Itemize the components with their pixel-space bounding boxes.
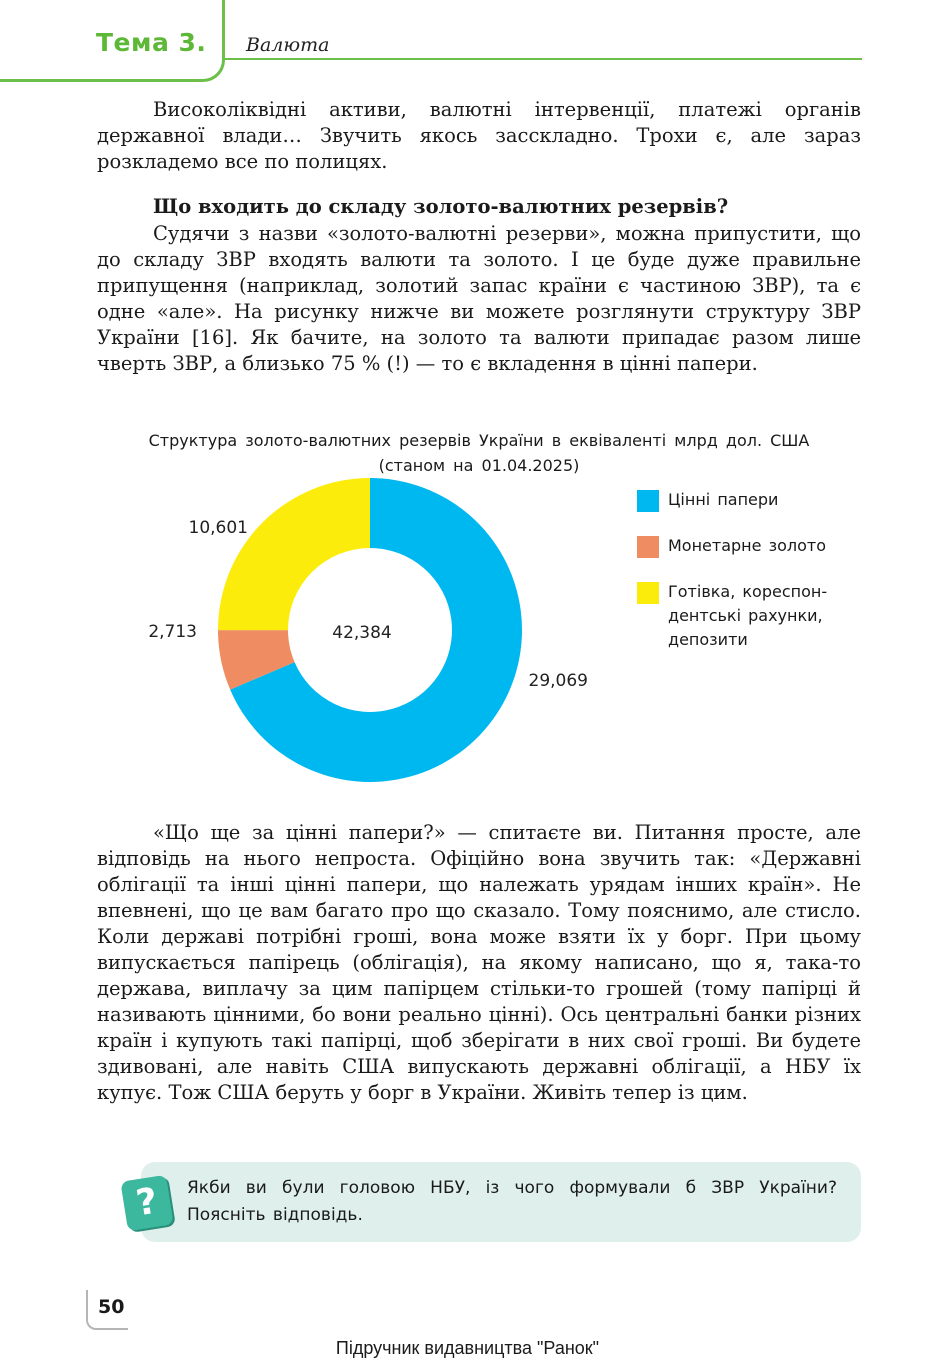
value-label-securities: 29,069 [528, 671, 588, 691]
legend-item-securities [637, 488, 867, 512]
donut-chart [0, 470, 640, 800]
question-icon: ? [120, 1175, 173, 1232]
chart-subtitle: (станом на 01.04.2025) [378, 456, 580, 475]
header-divider [225, 58, 862, 60]
legend-item-cash [637, 580, 867, 652]
paragraph-intro: Високоліквідні активи, валютні інтервенції, платежі органів державної влади… Звучить якось засскладно. Трохи є, але зараз розкладемо все по полицях. [97, 98, 861, 173]
paragraph-securities: «Що ще за цінні папери?» — спитаєте ви. Питання просте, але відповідь на нього непроста. Офіційно вона звучить так: «Державні облігації та інші цінні папери, що належать урядам інших країн». Не впевнені, що це вам багато про що сказало. Тому пояснимо, але стисло. Коли державі потрібні гроші, вона може взяти їх у борг. При цьому випускається папірець (облігація), на якому написано, що я, така-то держава, виплачу за цим папірцем стільки-то грошей (тому папірці й називають цінними, бо вони реально цінні). Ось центральні банки різних країн і купують такі папірці, щоб зберігати в них свої гроші. Ви будете здивовані, але навіть США випускають державні облігації, а НБУ їх купує. Тож США беруть у борг в України. Живіть тепер із цим. [97, 821, 861, 1104]
slice-cash [218, 478, 370, 630]
center-total-label: 42,384 [332, 623, 392, 643]
publisher-footer: Підручник видавництва "Ранок" [335, 1338, 600, 1358]
legend-label-securities: Цінні папери [668, 490, 779, 509]
value-label-gold: 2,713 [148, 622, 197, 642]
legend-label-gold: Монетарне золото [668, 536, 826, 555]
legend-item-gold [637, 534, 867, 558]
legend-label-cash: Готівка, кореспон-дентські рахунки, депозити [668, 582, 828, 649]
paragraph-reserves: Судячи з назви «золото-валютні резерви», можна припустити, що до складу ЗВР входять валюти та золото. І це буде дуже правильне припущення (наприклад, золотий запас країни є частиною ЗВР), та є одне «але». На рисунку нижче ви можете розглянути структуру ЗВР України [16]. Як бачите, на золото та валюти припадає разом лише чверть ЗВР, а близько 75 % (!) — то є вкладення в цінні папери. [97, 222, 861, 375]
section-title: Валюта [246, 34, 330, 56]
topic-label: Тема 3. [96, 28, 207, 57]
legend-swatch-gold [637, 536, 659, 558]
chart-legend [637, 488, 867, 652]
chart-title-main: Структура золото-валютних резервів України в еквіваленті млрд дол. США [148, 431, 810, 450]
subheading: Що входить до складу золото-валютних резервів? [153, 195, 729, 218]
question-text: Якби ви були головою НБУ, із чого формували б ЗВР України? Поясніть відповідь. [187, 1178, 837, 1225]
legend-swatch-cash [637, 582, 659, 604]
page-number: 50 [98, 1296, 125, 1318]
value-label-cash: 10,601 [188, 518, 248, 538]
legend-swatch-securities [637, 490, 659, 512]
